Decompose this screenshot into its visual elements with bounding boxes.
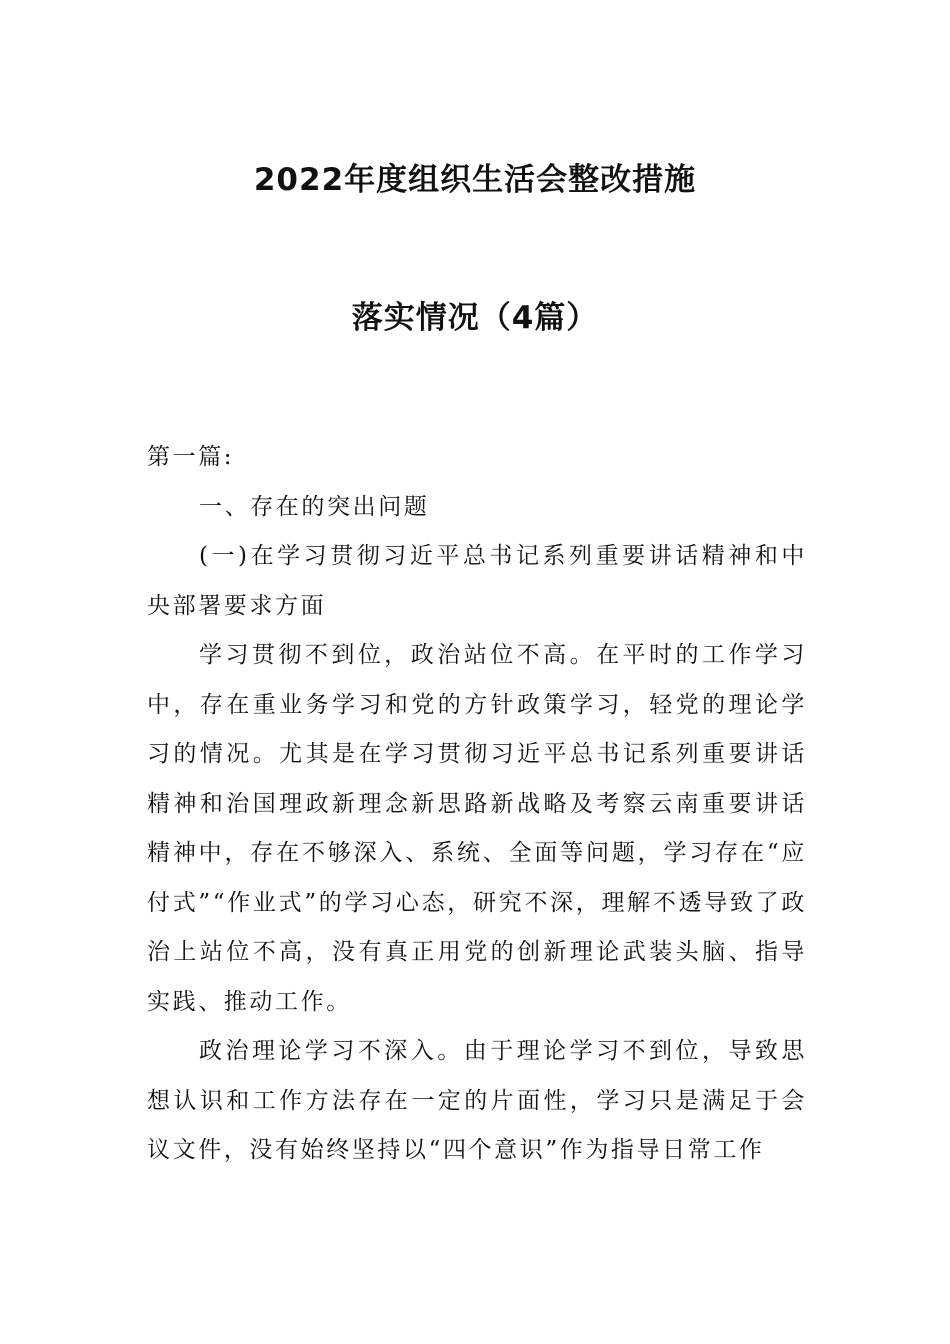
heading-level-1: 一、存在的突出问题 [199,493,430,520]
body-paragraph: 政治理论学习不深入。由于理论学习不到位，导致思想认识和工作方法存在一定的片面性，学习只是满足于会议文件，没有始终坚持以“四个意识”作为指导日常工作 [147,1038,807,1163]
body-paragraph: 学习贯彻不到位，政治站位不高。在平时的工作学习中，存在重业务学习和党的方针政策学习，轻党的理论学习的情况。尤其是在学习贯彻习近平总书记系列重要讲话精神和治国理政新理念新思路新战略及考察云南重要讲话精神中，存在不够深入、系统、全面等问题，学习存在“应付式”“作业式”的学习心态，研究不深，理解不透导致了政治上站位不高，没有真正用党的创新理论武装头脑、指导实践、推动工作。 [147,642,807,1015]
document-title-line-1: 2022年度组织生活会整改措施 [253,162,697,198]
heading-level-2: (一)在学习贯彻习近平总书记系列重要讲话精神和中央部署要求方面 [147,543,807,619]
document-title-line-2: 落实情况（4篇） [351,300,599,336]
document-body [147,433,807,1176]
section-label: 第一篇: [147,444,235,470]
